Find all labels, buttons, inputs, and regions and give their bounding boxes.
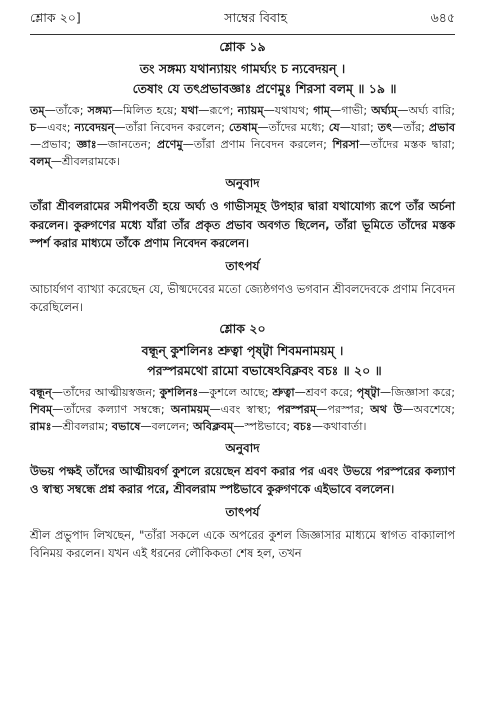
sanskrit-term: বভাষে [111, 419, 141, 433]
verse-20-line-2: পরস্পরমথো রামো বভাষেঽবিক্লবং বচঃ ॥ ২০ ॥ [147, 362, 382, 378]
sanskrit-term: ন্যবেদয়ন্ [74, 121, 115, 134]
verse-19-text [30, 59, 455, 99]
term-meaning: তাঁকে [55, 104, 80, 117]
sanskrit-term: শিরসা [332, 138, 360, 151]
sanskrit-term: গাম্ [313, 104, 331, 117]
verse-19-title: শ্লোক ১৯ [219, 39, 266, 54]
verse-19-line-2: তেষাং যে তৎপ্রভাবজ্ঞাঃ প্রণেমুঃ শিরসা বলম্ ॥ ১৯ ॥ [132, 81, 397, 96]
verse-20-line-1: বন্ধূন্ কুশলিনঃ শ্রুত্বা পৃষ্ট্বা শিবমনাময়ম্ । [141, 342, 344, 358]
verse-20-word-meanings: বন্ধূন্—তাঁদের আত্মীয়স্বজন; কুশলিনঃ—কুশলে আছে; শ্রুত্বা—শ্রবণ করে; পৃষ্ট্বা—জিজ্ঞাসা করে; শিবম্—তাঁদের কল্যাণ সম্বন্ধে; অনাময়ম্—এবং স্বাস্থ্য; পরস্পরম্—পরস্পর; অথ উ—অবশেষে; রামঃ—শ্রীবলরাম; বভাষে—বললেন; অবিক্লবম্—স্পষ্টভাবে; বচঃ—কথাবার্তা। [30, 385, 456, 433]
sanskrit-term: সঙ্গম্য [87, 104, 112, 117]
sanskrit-term: শ্রুত্বা [272, 385, 295, 399]
header-chapter-ref: শ্লোক ২০] [30, 10, 81, 25]
term-meaning: স্পষ্টভাবে [244, 419, 287, 433]
term-meaning: অবশেষে [413, 402, 452, 416]
term-meaning: অর্ঘ্য বারি [408, 104, 452, 117]
term-meaning: তাঁরা নিবেদন করলেন [125, 121, 222, 134]
sanskrit-term: বলম্ [30, 155, 51, 168]
sanskrit-term: যে [328, 121, 340, 134]
term-meaning: তাঁর [403, 121, 422, 134]
header-page-number: ৬৪৫ [430, 10, 455, 25]
verse-19-purport: আচার্যগণ ব্যাখ্যা করেছেন যে, ভীষ্মদেবের মতো জ্যেষ্ঠগণও ভগবান শ্রীবলদেবকে প্রণাম নিবেদন করেছিলেন। [30, 281, 455, 314]
sanskrit-term: প্রভাব [428, 121, 456, 134]
sanskrit-term: পৃষ্ট্বা [356, 385, 380, 399]
verse-19-word-meanings: তম্—তাঁকে; সঙ্গম্য—মিলিত হয়ে; যথা—রূপে; ন্যায়ম্—যথাযথ; গাম্—গাভী; অর্ঘ্যম্—অর্ঘ্য বারি; চ—এবং; ন্যবেদয়ন্—তাঁরা নিবেদন করলেন; তেষাম্—তাঁদের মধ্যে; যে—যারা; তৎ—তাঁর; প্রভাব—প্রভাব; জ্ঞাঃ—জানতেন; প্রণেমু—তাঁরা প্রণাম নিবেদন করলেন; শিরসা—তাঁদের মস্তক দ্বারা; বলম্—শ্রীবলরামকে। [30, 104, 456, 168]
term-meaning: শ্রীবলরাম [62, 419, 105, 433]
term-meaning: তাঁদের মস্তক দ্বারা [370, 138, 452, 151]
sanskrit-term: শিবম্ [30, 402, 53, 416]
verse-20-section [30, 321, 455, 563]
term-meaning: রূপে [209, 104, 230, 117]
term-meaning: জানতেন [107, 138, 148, 151]
term-meaning: পরস্পর [327, 402, 361, 416]
term-meaning: প্রভাব [41, 138, 68, 151]
sanskrit-term: তৎ [377, 121, 393, 134]
header-title: সাম্বের বিবাহ [224, 10, 288, 25]
sanskrit-term: বন্ধূন্ [30, 385, 52, 399]
sanskrit-term: প্রণেমু [156, 138, 183, 151]
term-meaning: বললেন [151, 419, 186, 433]
header-divider [30, 34, 455, 35]
sanskrit-term: অর্ঘ্যম্ [371, 104, 398, 117]
verse-20-purport: শ্রীল প্রভুপাদ লিখছেন, "তাঁরা সকলে একে অপরের কুশল জিজ্ঞাসার মাধ্যমে স্বাগত বাক্যালাপ বিনিময় করলেন। যখন এই ধরনের লৌকিকতা শেষ হল, তখন [30, 527, 455, 560]
verse-19-purport-title: তাৎপর্য [225, 258, 260, 273]
verse-19-translation: তাঁরা শ্রীবলরামের সমীপবর্তী হয়ে অর্ঘ্য ও গাভীসমূহ উপহার দ্বারা যথাযোগ্য রূপে তাঁর অর্চনা করলেন। কুরুগণের মধ্যে যাঁরা তাঁর প্রকৃত প্রভাব অবগত ছিলেন, তাঁরা ভূমিতে তাঁদের মস্তক স্পর্শ করার মাধ্যমে তাঁকে প্রণাম নিবেদন করলেন। [30, 199, 455, 250]
verse-19-translation-title: অনুবাদ [225, 176, 260, 190]
term-meaning: এবং [47, 121, 67, 134]
term-meaning: কুশলে আছে [209, 385, 265, 399]
sanskrit-term: পরস্পরম্ [277, 402, 317, 416]
sanskrit-term: যথা [181, 104, 199, 117]
sanskrit-term: কুশলিনঃ [159, 385, 199, 399]
term-meaning: গাভী [341, 104, 364, 117]
sanskrit-term: অথ উ [370, 402, 403, 416]
term-meaning: জিজ্ঞাসা করে [391, 385, 452, 399]
verse-20-purport-title: তাৎপর্য [225, 504, 260, 519]
verse-19-section [30, 39, 455, 317]
sanskrit-term: তম্ [30, 104, 45, 117]
term-meaning: এবং স্বাস্থ্য [220, 402, 268, 416]
term-meaning: তাঁদের কল্যাণ সম্বন্ধে [63, 402, 161, 416]
verse-20-translation: উভয় পক্ষই তাঁদের আত্মীয়বর্গ কুশলে রয়েছেন শ্রবণ করার পর এবং উভয়ে পরস্পরের কল্যাণ ও স্বাস্থ্য সম্বন্ধে প্রশ্ন করার পরে, শ্রীবলরাম স্পষ্টভাবে কুরুগণকে এইভাবে বললেন। [30, 463, 455, 496]
sanskrit-term: অবিক্লবম্ [192, 419, 234, 433]
verse-20-text [30, 341, 455, 381]
page-header [30, 10, 455, 32]
sanskrit-term: চ [30, 121, 37, 134]
term-meaning: তাঁদের মধ্যে [268, 121, 322, 134]
sanskrit-term: জ্ঞাঃ [76, 138, 97, 151]
term-meaning: শ্রবণ করে [305, 385, 350, 399]
verse-20-title: শ্লোক ২০ [219, 320, 266, 336]
term-meaning: শ্রীবলরামকে। [61, 155, 121, 168]
sanskrit-term: তেষাম্ [228, 121, 258, 134]
term-meaning: কথাবার্তা। [323, 419, 367, 433]
sanskrit-term: রামঃ [30, 419, 52, 433]
term-meaning: যারা [350, 121, 371, 134]
term-meaning: যথাযথ [274, 104, 306, 117]
verse-19-line-1: তং সঙ্গম্য যথান্যায়ং গামর্ঘ্যং চ ন্যবেদয়ন্ । [139, 61, 346, 76]
verse-20-translation-title: অনুবাদ [225, 440, 260, 455]
term-meaning: তাঁদের আত্মীয়স্বজন [62, 385, 153, 399]
term-meaning: মিলিত হয়ে [123, 104, 174, 117]
term-meaning: তাঁরা প্রণাম নিবেদন করলেন [193, 138, 324, 151]
sanskrit-term: অনাময়ম্ [170, 402, 210, 416]
sanskrit-term: ন্যায়ম্ [237, 104, 264, 117]
sanskrit-term: বচঃ [293, 419, 312, 433]
